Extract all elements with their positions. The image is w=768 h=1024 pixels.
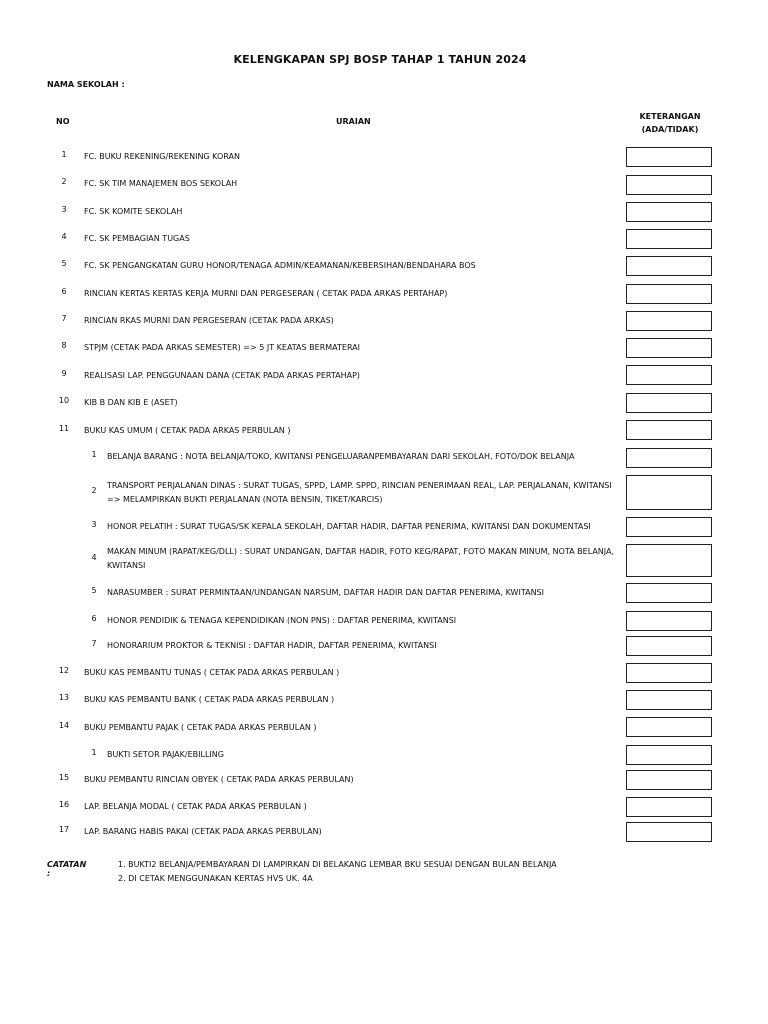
row-description: RINCIAN KERTAS KERTAS KERJA MURNI DAN PERGESERAN ( CETAK PADA ARKAS PERTAHAP): [84, 289, 448, 298]
keterangan-header-line1: KETERANGAN: [639, 112, 701, 121]
keterangan-checkbox[interactable]: [626, 745, 712, 765]
subrow-description: BELANJA BARANG : NOTA BELANJA/TOKO, KWITANSI PENGELUARANPEMBAYARAN DARI SEKOLAH, FOTO/DOK BELANJA: [107, 452, 575, 461]
keterangan-checkbox[interactable]: [626, 544, 712, 577]
school-name-label: NAMA SEKOLAH :: [47, 80, 125, 89]
subrow-number: 5: [91, 586, 97, 595]
row-number: 10: [58, 396, 70, 405]
keterangan-checkbox[interactable]: [626, 147, 712, 167]
keterangan-checkbox[interactable]: [626, 338, 712, 358]
row-description: LAP. BELANJA MODAL ( CETAK PADA ARKAS PERBULAN ): [84, 802, 307, 811]
subrow-number: 4: [91, 553, 97, 562]
row-description: LAP. BARANG HABIS PAKAI (CETAK PADA ARKAS PERBULAN): [84, 827, 322, 836]
row-description: RINCIAN RKAS MURNI DAN PERGESERAN (CETAK PADA ARKAS): [84, 316, 334, 325]
row-description: BUKU KAS PEMBANTU BANK ( CETAK PADA ARKAS PERBULAN ): [84, 695, 335, 704]
keterangan-checkbox[interactable]: [626, 583, 712, 603]
row-description: KIB B DAN KIB E (ASET): [84, 398, 178, 407]
row-description: FC. SK KOMITE SEKOLAH: [84, 207, 183, 216]
column-header-keterangan: [628, 110, 712, 136]
row-description: BUKU KAS UMUM ( CETAK PADA ARKAS PERBULAN ): [84, 426, 291, 435]
row-number: 12: [58, 666, 70, 675]
row-number: 4: [61, 232, 67, 241]
row-number: 14: [58, 721, 70, 730]
row-number: 17: [58, 825, 70, 834]
row-number: 2: [61, 177, 67, 186]
document-title: KELENGKAPAN SPJ BOSP TAHAP 1 TAHUN 2024: [233, 53, 527, 66]
row-number: 1: [61, 150, 67, 159]
note-line: 1. BUKTI2 BELANJA/PEMBAYARAN DI LAMPIRKAN DI BELAKANG LEMBAR BKU SESUAI DENGAN BULAN BELANJA: [118, 860, 557, 869]
keterangan-checkbox[interactable]: [626, 448, 712, 468]
row-description: FC. SK PEMBAGIAN TUGAS: [84, 234, 190, 243]
row-number: 8: [61, 341, 67, 350]
keterangan-checkbox[interactable]: [626, 256, 712, 276]
keterangan-checkbox[interactable]: [626, 770, 712, 790]
row-number: 13: [58, 693, 70, 702]
row-number: 6: [61, 287, 67, 296]
row-number: 15: [58, 773, 70, 782]
subrow-number: 1: [91, 450, 97, 459]
note-line: 2. DI CETAK MENGGUNAKAN KERTAS HVS UK. 4A: [118, 874, 313, 883]
keterangan-checkbox[interactable]: [626, 284, 712, 304]
keterangan-checkbox[interactable]: [626, 393, 712, 413]
keterangan-checkbox[interactable]: [626, 311, 712, 331]
row-number: 11: [58, 424, 70, 433]
keterangan-header-line2: (ADA/TIDAK): [641, 125, 699, 134]
row-number: 3: [61, 205, 67, 214]
row-description: BUKU PEMBANTU RINCIAN OBYEK ( CETAK PADA ARKAS PERBULAN): [84, 775, 354, 784]
subrow-number: 6: [91, 614, 97, 623]
keterangan-checkbox[interactable]: [626, 611, 712, 631]
subrow-number: 3: [91, 520, 97, 529]
row-number: 5: [61, 259, 67, 268]
keterangan-checkbox[interactable]: [626, 365, 712, 385]
keterangan-checkbox[interactable]: [626, 822, 712, 842]
column-header-no: NO: [56, 117, 70, 126]
row-number: 9: [61, 369, 67, 378]
row-description: FC. SK TIM MANAJEMEN BOS SEKOLAH: [84, 179, 238, 188]
keterangan-checkbox[interactable]: [626, 663, 712, 683]
row-description: BUKU KAS PEMBANTU TUNAS ( CETAK PADA ARKAS PERBULAN ): [84, 668, 340, 677]
subrow-description: BUKTI SETOR PAJAK/EBILLING: [107, 750, 224, 759]
subrow-description: MAKAN MINUM (RAPAT/KEG/DLL) : SURAT UNDANGAN, DAFTAR HADIR, FOTO KEG/RAPAT, FOTO MAKAN MINUM, NOTA BELANJA, KWITANSI: [107, 547, 615, 570]
keterangan-checkbox[interactable]: [626, 229, 712, 249]
keterangan-checkbox[interactable]: [626, 797, 712, 817]
keterangan-checkbox[interactable]: [626, 517, 712, 537]
row-description: FC. BUKU REKENING/REKENING KORAN: [84, 152, 240, 161]
subrow-description: HONOR PELATIH : SURAT TUGAS/SK KEPALA SEKOLAH, DAFTAR HADIR, DAFTAR PENERIMA, KWITANSI DAN DOKUMENTASI: [107, 522, 591, 531]
row-number: 16: [58, 800, 70, 809]
keterangan-checkbox[interactable]: [626, 717, 712, 737]
row-description: FC. SK PENGANGKATAN GURU HONOR/TENAGA ADMIN/KEAMANAN/KEBERSIHAN/BENDAHARA BOS: [84, 261, 476, 270]
column-header-uraian: URAIAN: [336, 117, 371, 126]
subrow-number: 1: [91, 748, 97, 757]
subrow-description: HONOR PENDIDIK & TENAGA KEPENDIDIKAN (NON PNS) : DAFTAR PENERIMA, KWITANSI: [107, 616, 457, 625]
row-description: REALISASI LAP. PENGGUNAAN DANA (CETAK PADA ARKAS PERTAHAP): [84, 371, 361, 380]
keterangan-checkbox[interactable]: [626, 475, 712, 510]
notes-label: CATATAN :: [47, 860, 87, 878]
subrow-description: HONORARIUM PROKTOR & TEKNISI : DAFTAR HADIR, DAFTAR PENERIMA, KWITANSI: [107, 641, 437, 650]
row-description: BUKU PEMBANTU PAJAK ( CETAK PADA ARKAS PERBULAN ): [84, 723, 317, 732]
subrow-number: 2: [91, 486, 97, 495]
row-number: 7: [61, 314, 67, 323]
subrow-description: NARASUMBER : SURAT PERMINTAAN/UNDANGAN NARSUM, DAFTAR HADIR DAN DAFTAR PENERIMA, KWITANSI: [107, 588, 544, 597]
subrow-number: 7: [91, 639, 97, 648]
keterangan-checkbox[interactable]: [626, 636, 712, 656]
keterangan-checkbox[interactable]: [626, 175, 712, 195]
keterangan-checkbox[interactable]: [626, 420, 712, 440]
keterangan-checkbox[interactable]: [626, 690, 712, 710]
subrow-description: TRANSPORT PERJALANAN DINAS : SURAT TUGAS, SPPD, LAMP. SPPD, RINCIAN PENERIMAAN REAL, LAP. PERJALANAN, KWITANSI => MELAMPIRKAN BUKTI PERJALANAN (NOTA BENSIN, TIKET/KARCIS): [107, 481, 612, 504]
keterangan-checkbox[interactable]: [626, 202, 712, 222]
row-description: STPJM (CETAK PADA ARKAS SEMESTER) => 5 JT KEATAS BERMATERAI: [84, 343, 361, 352]
